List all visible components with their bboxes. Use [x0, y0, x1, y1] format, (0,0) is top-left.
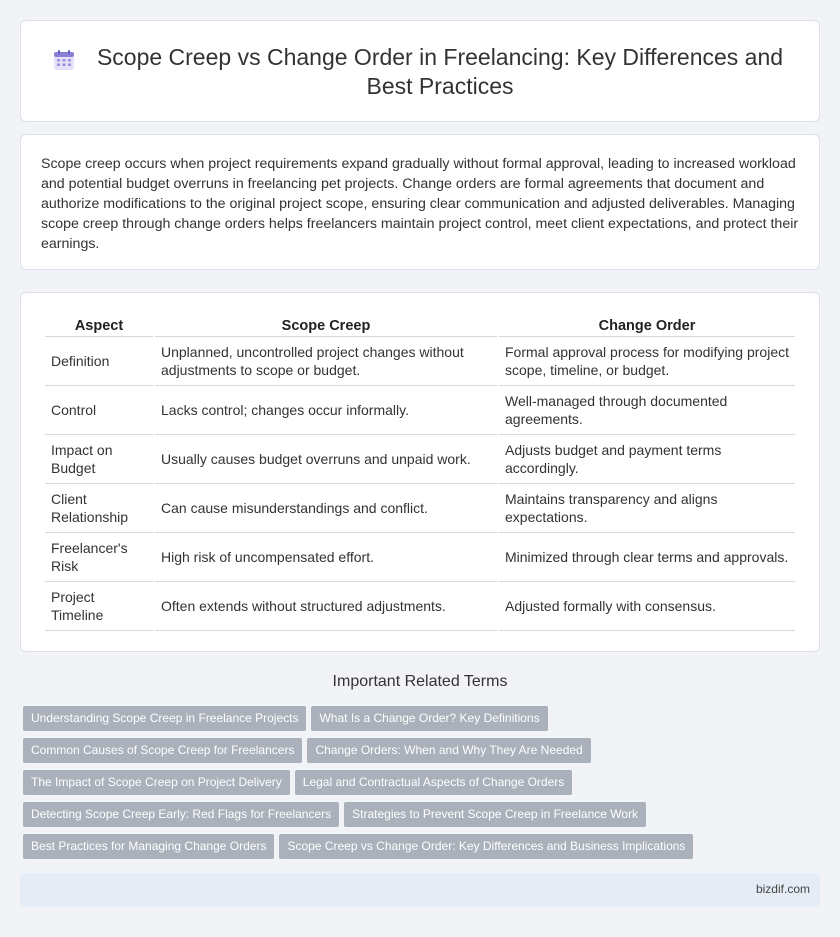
- table-row: [45, 484, 795, 533]
- change-order-cell: Maintains transparency and aligns expectations.: [499, 484, 795, 533]
- footer: [20, 873, 820, 907]
- table-row: [45, 337, 795, 386]
- related-term-link[interactable]: Scope Creep vs Change Order: Key Differences and Business Implications: [279, 834, 693, 859]
- related-terms-row: [23, 738, 803, 770]
- footer-site-link[interactable]: bizdif.com: [755, 882, 810, 896]
- table-row: [45, 435, 795, 484]
- scope-creep-cell: High risk of uncompensated effort.: [155, 533, 497, 582]
- related-terms-row: [23, 770, 803, 802]
- change-order-cell: Formal approval process for modifying project scope, timeline, or budget.: [499, 337, 795, 386]
- related-term-link[interactable]: Strategies to Prevent Scope Creep in Freelance Work: [344, 802, 646, 827]
- change-order-cell: Minimized through clear terms and approvals.: [499, 533, 795, 582]
- page-title: Scope Creep vs Change Order in Freelancing: Key Differences and Best Practices: [96, 44, 784, 99]
- aspect-cell: Control: [45, 386, 153, 435]
- related-term-link[interactable]: The Impact of Scope Creep on Project Delivery: [23, 770, 290, 795]
- related-term-link[interactable]: What Is a Change Order? Key Definitions: [311, 706, 547, 731]
- related-terms-row: [23, 706, 803, 738]
- intro-card: [20, 134, 820, 270]
- column-header-aspect: Aspect: [45, 313, 153, 337]
- aspect-cell: Client Relationship: [45, 484, 153, 533]
- change-order-cell: Well-managed through documented agreements.: [499, 386, 795, 435]
- scope-creep-cell: Usually causes budget overruns and unpaid work.: [155, 435, 497, 484]
- related-term-link[interactable]: Common Causes of Scope Creep for Freelancers: [23, 738, 302, 763]
- table-row: [45, 582, 795, 631]
- scope-creep-cell: Lacks control; changes occur informally.: [155, 386, 497, 435]
- related-terms-list: [23, 706, 803, 866]
- scope-creep-cell: Can cause misunderstandings and conflict.: [155, 484, 497, 533]
- column-header-scope-creep: Scope Creep: [155, 313, 497, 337]
- related-terms-title: Important Related Terms: [332, 673, 508, 690]
- scope-creep-cell: Often extends without structured adjustments.: [155, 582, 497, 631]
- related-term-link[interactable]: Best Practices for Managing Change Orders: [23, 834, 274, 859]
- aspect-cell: Definition: [45, 337, 153, 386]
- related-term-link[interactable]: Detecting Scope Creep Early: Red Flags for Freelancers: [23, 802, 339, 827]
- scope-creep-cell: Unplanned, uncontrolled project changes without adjustments to scope or budget.: [155, 337, 497, 386]
- related-term-link[interactable]: Change Orders: When and Why They Are Needed: [307, 738, 590, 763]
- column-header-change-order: Change Order: [499, 313, 795, 337]
- header-card: [20, 20, 820, 122]
- aspect-cell: Project Timeline: [45, 582, 153, 631]
- intro-paragraph: Scope creep occurs when project requirements expand gradually without formal approval, leading to increased workload and potential budget overruns in freelancing pet projects. Change orders are formal agreements that document and authorize modifications to the original project scope, ensuring clear communication and adjusted deliverables. Managing scope creep through change orders helps freelancers maintain project control, meet client expectations, and protect their earnings.: [41, 156, 799, 252]
- change-order-cell: Adjusted formally with consensus.: [499, 582, 795, 631]
- related-terms-row: [23, 802, 803, 834]
- related-term-link[interactable]: Understanding Scope Creep in Freelance Projects: [23, 706, 306, 731]
- change-order-cell: Adjusts budget and payment terms accordingly.: [499, 435, 795, 484]
- comparison-table: [43, 313, 797, 631]
- aspect-cell: Freelancer's Risk: [45, 533, 153, 582]
- aspect-cell: Impact on Budget: [45, 435, 153, 484]
- related-terms-row: [23, 834, 803, 866]
- table-row: [45, 533, 795, 582]
- related-term-link[interactable]: Legal and Contractual Aspects of Change Orders: [295, 770, 573, 795]
- comparison-card: [20, 292, 820, 652]
- table-row: [45, 386, 795, 435]
